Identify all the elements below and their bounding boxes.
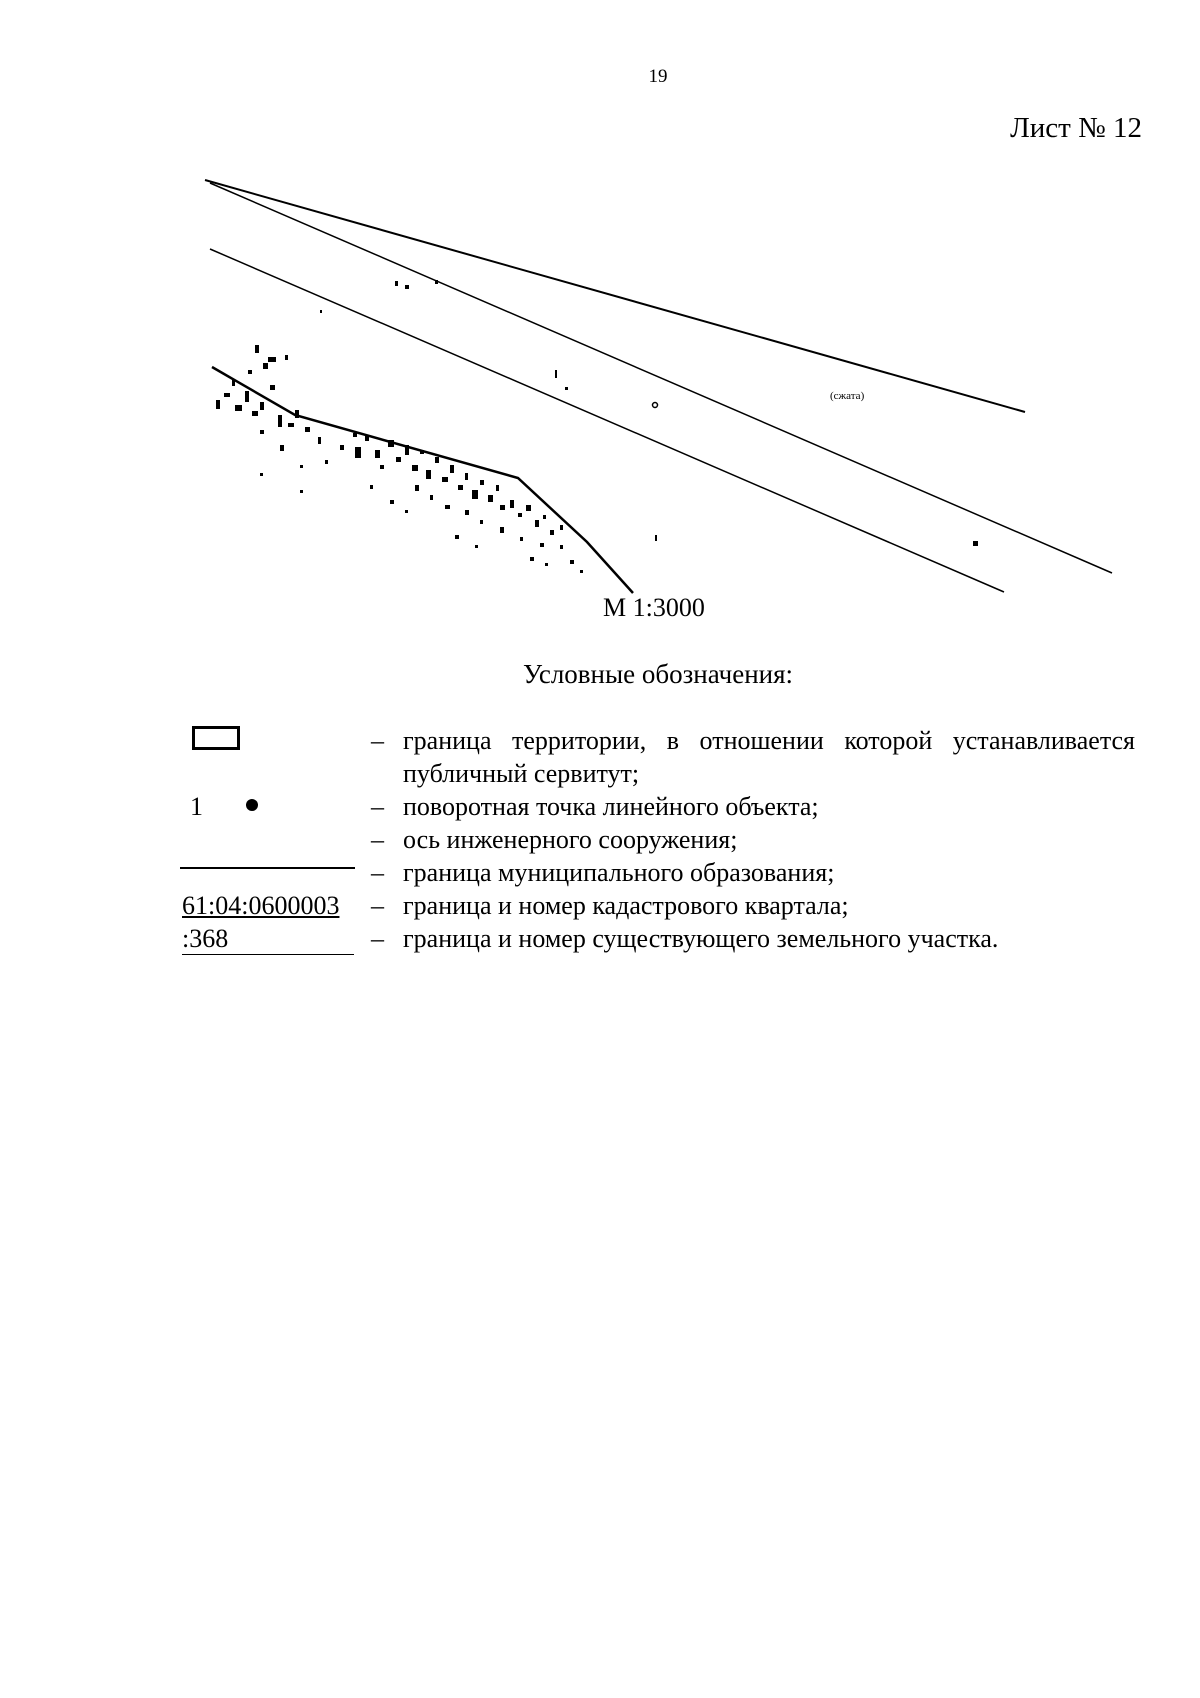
legend-dash: – xyxy=(371,858,384,887)
sheet-title: Лист № 12 xyxy=(1010,112,1142,144)
legend-row xyxy=(180,922,1135,955)
legend-dash: – xyxy=(371,792,384,821)
map-drawing xyxy=(200,165,1120,605)
legend-row xyxy=(180,724,1135,790)
vegetation-texture xyxy=(216,280,657,573)
boundary-line-icon xyxy=(180,867,355,869)
legend-dash: – xyxy=(371,924,384,953)
legend-text: граница муниципального образования; xyxy=(403,858,835,887)
rectangle-symbol-icon xyxy=(192,726,240,750)
map-line-lower xyxy=(210,249,1004,592)
land-boundary xyxy=(212,367,633,593)
legend-text: ось инженерного сооружения; xyxy=(403,825,738,854)
legend-text: граница территории, в отношении которой устанавливается публичный сервитут; xyxy=(403,726,1135,788)
legend-dash: – xyxy=(371,825,384,854)
legend-text: поворотная точка линейного объекта; xyxy=(403,792,819,821)
legend-row xyxy=(180,889,1135,922)
legend-row xyxy=(180,823,1135,856)
legend-text: граница и номер кадастрового квартала; xyxy=(403,891,849,920)
cadastral-block-number: 61:04:0600003 xyxy=(182,891,340,920)
parcel-label: (сжата) xyxy=(830,390,865,402)
legend xyxy=(180,724,1135,955)
map-point xyxy=(653,403,658,408)
legend-text: граница и номер существующего земельного участка. xyxy=(403,924,999,953)
legend-dash: – xyxy=(371,891,384,920)
legend-row xyxy=(180,790,1135,823)
map-scale: М 1:3000 xyxy=(603,593,705,622)
legend-dash: – xyxy=(371,726,384,755)
land-plot-number: :368 xyxy=(182,924,229,953)
legend-title: Условные обозначения: xyxy=(522,659,794,689)
map-line-top xyxy=(205,180,1025,412)
map-mark xyxy=(973,541,978,546)
point-dot-icon xyxy=(246,799,258,811)
legend-row xyxy=(180,856,1135,889)
map-line-upper xyxy=(210,183,1112,573)
point-number: 1 xyxy=(190,792,203,821)
land-plot-line-icon xyxy=(182,954,354,955)
page-number: 19 xyxy=(648,66,668,87)
